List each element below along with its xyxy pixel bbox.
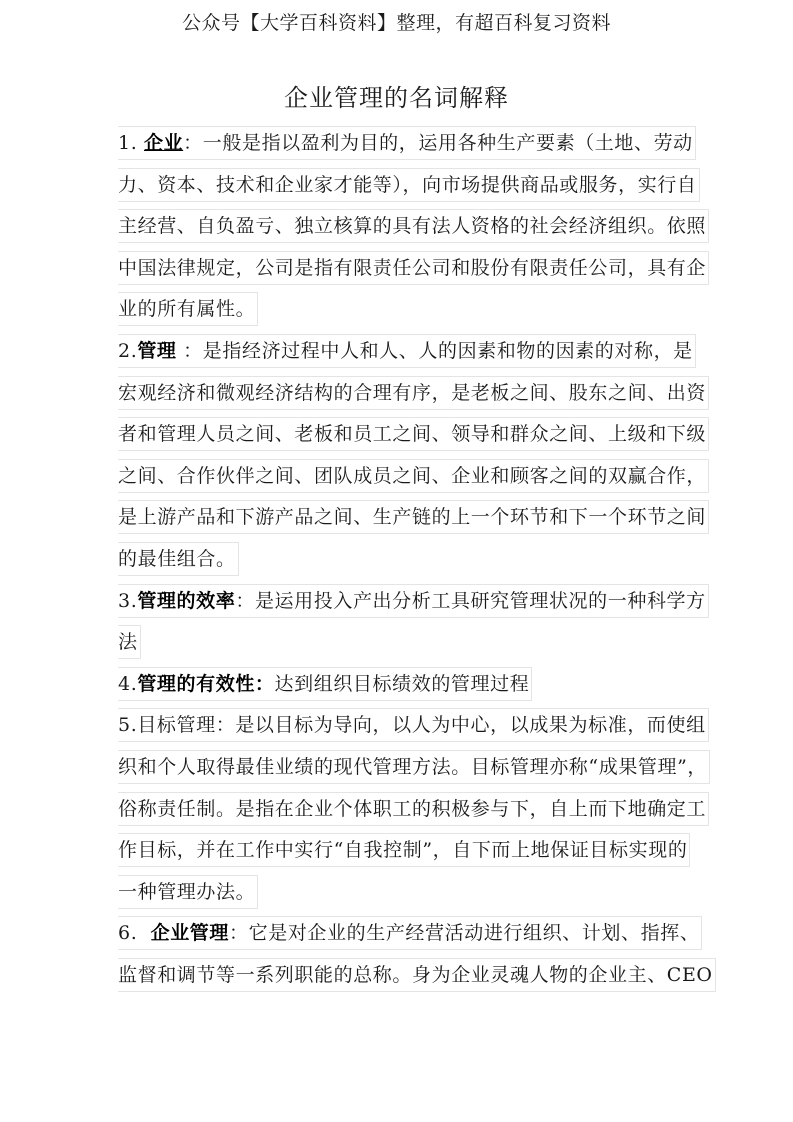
text-segment: ：一般是指以盈利为目的，运用各种生产要素（土地、劳动 — [183, 132, 693, 154]
line-box — [118, 875, 258, 909]
text-segment: 主经营、自负盈亏、独立核算的具有法人资格的社会经济组织。依照 — [118, 215, 707, 238]
text-line — [118, 123, 693, 165]
line-box — [118, 417, 709, 451]
line-box — [118, 708, 709, 742]
text-segment: ：它是对企业的生产经营活动进行组织、计划、指挥、 — [229, 922, 700, 945]
term-label: 管理的有效性： — [137, 672, 275, 695]
line-box — [118, 542, 239, 576]
text-segment: 者和管理人员之间、老板和员工之间、领导和群众之间、上级和下级 — [118, 423, 707, 446]
page-header: 公众号【大学百科资料】整理，有超百科复习资料 — [181, 12, 611, 34]
text-line — [118, 872, 678, 914]
text-segment: 之间、合作伙伴之间、团队成员之间、企业和顾客之间的双赢合作， — [118, 464, 707, 487]
term-label: 管理 — [137, 339, 177, 362]
text-line — [118, 206, 707, 248]
line-box — [118, 958, 716, 992]
definition-paragraph — [118, 664, 678, 706]
text-segment: 力、资本、技术和企业家才能等），向市场提供商品或服务，实行自 — [118, 173, 697, 196]
text-segment: 是上游产品和下游产品之间、生产链的上一个环节和下一个环节之间 — [118, 506, 707, 529]
text-line — [118, 414, 707, 456]
definition-paragraph — [118, 581, 706, 664]
line-box — [118, 251, 709, 285]
text-segment: 6. — [118, 922, 151, 945]
line-box — [118, 584, 709, 618]
text-segment: 达到组织目标绩效的管理过程 — [274, 672, 530, 695]
document-body — [118, 123, 713, 996]
term-label: 管理的效率 — [137, 589, 236, 612]
text-line — [118, 373, 707, 415]
text-segment: 织和个人取得最佳业绩的现代管理方法。目标管理亦称“成果管理”， — [118, 755, 708, 778]
line-box — [118, 168, 700, 202]
text-line — [118, 497, 707, 539]
text-line — [118, 913, 700, 955]
line-box — [118, 376, 709, 410]
text-segment: 5.目标管理：是以目标为导向，以人为中心，以成果为标准，而使组 — [118, 714, 706, 737]
text-segment: 俗称责任制。是指在企业个体职工的积极参与下，自上而下地确定工 — [118, 797, 707, 820]
text-segment: 宏观经济和微观经济结构的合理有序，是老板之间、股东之间、出资 — [118, 381, 707, 404]
line-box — [118, 126, 696, 160]
text-line — [118, 705, 706, 747]
text-segment: 3. — [118, 589, 138, 612]
document-title: 企业管理的名词解释 — [284, 84, 509, 112]
text-line — [118, 789, 707, 831]
text-segment: ：是指经济过程中人和人、人的因素和物的因素的对称，是 — [176, 339, 693, 362]
text-segment: ：是运用投入产出分析工具研究管理状况的一种科学方 — [235, 589, 706, 612]
line-box — [118, 459, 709, 493]
line-box — [118, 750, 710, 784]
line-box — [118, 334, 696, 368]
text-line — [118, 664, 678, 706]
text-segment: 一种管理办法。 — [118, 880, 256, 903]
text-line — [118, 955, 713, 997]
line-box — [118, 667, 532, 701]
text-line — [118, 539, 678, 581]
text-segment: 2. — [118, 339, 138, 362]
term-label: 企业 — [143, 132, 184, 154]
text-line — [118, 165, 697, 207]
text-segment: 的最佳组合。 — [118, 547, 236, 570]
line-box — [118, 833, 690, 867]
line-box — [118, 792, 709, 826]
text-segment: 中国法律规定，公司是指有限责任公司和股份有限责任公司，具有企 — [118, 256, 707, 279]
text-segment: 法 — [118, 631, 138, 654]
line-box — [118, 625, 141, 659]
text-line — [118, 289, 678, 331]
text-segment: 作目标，并在工作中实行“自我控制”，自下而上地保证目标实现的 — [118, 839, 688, 862]
text-segment: 监督和调节等一系列职能的总称。身为企业灵魂人物的企业主、CEO — [118, 963, 713, 986]
text-line — [118, 747, 708, 789]
term-label: 企业管理 — [150, 922, 230, 945]
line-box — [118, 916, 702, 950]
definition-paragraph — [118, 705, 708, 913]
text-line — [118, 581, 706, 623]
text-line — [118, 248, 707, 290]
definition-paragraph — [118, 913, 713, 996]
text-segment: 业的所有属性。 — [118, 298, 256, 321]
text-line — [118, 622, 678, 664]
text-line — [118, 331, 693, 373]
definition-paragraph — [118, 123, 707, 331]
line-box — [118, 209, 709, 243]
text-segment: 4. — [118, 672, 138, 695]
text-segment: 1. — [118, 132, 144, 154]
line-box — [118, 292, 258, 326]
text-line — [118, 830, 688, 872]
definition-paragraph — [118, 331, 707, 581]
text-line — [118, 456, 707, 498]
line-box — [118, 500, 709, 534]
